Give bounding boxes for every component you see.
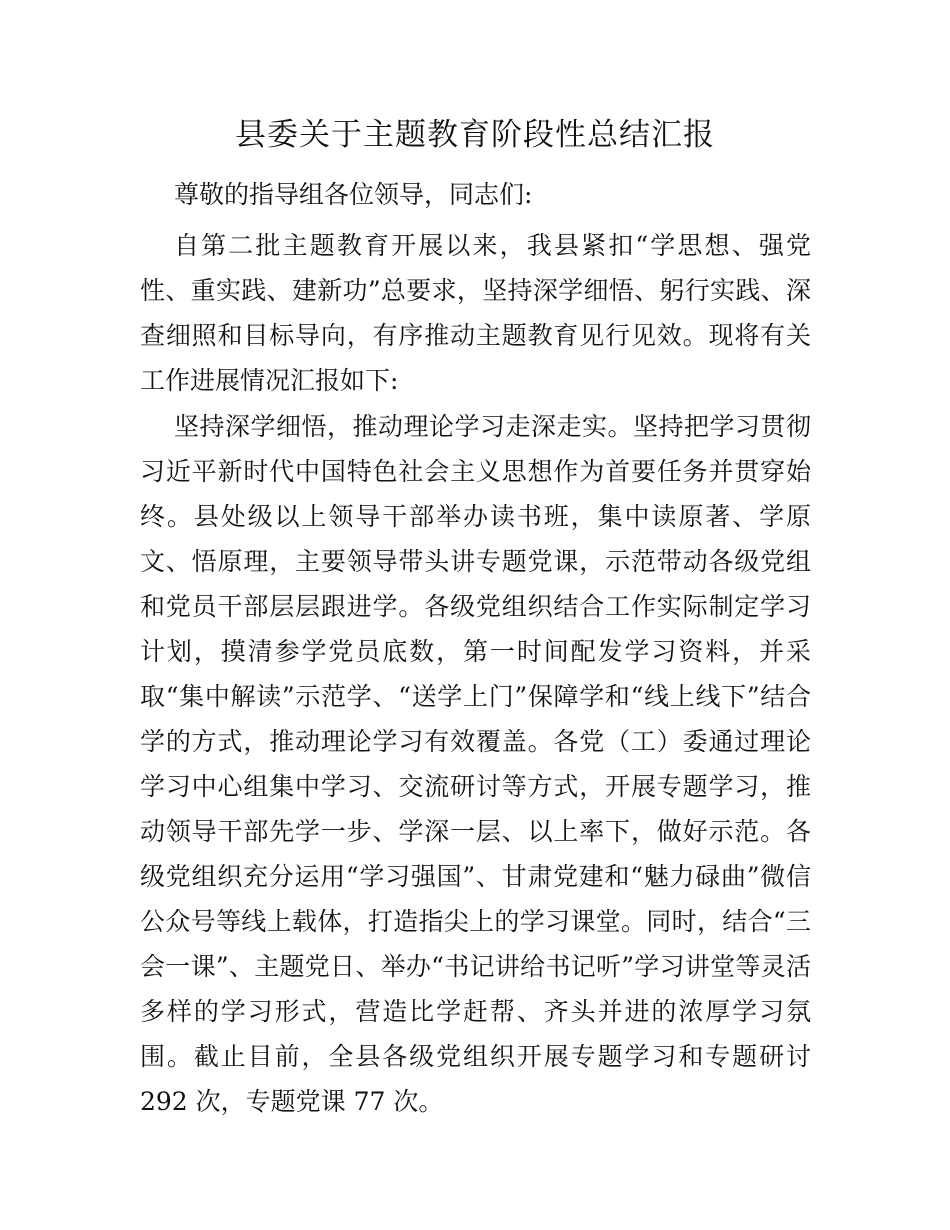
- paragraph-study: 坚持深学细悟，推动理论学习走深走实。坚持把学习贯彻习近平新时代中国特色社会主义思想作为首要任务并贯穿始终。县处级以上领导干部举办读书班，集中读原著、学原文、悟原理，主要领导带头讲专题党课，示范带动各级党组和党员干部层层跟进学。各级党组织结合工作实际制定学习计划，摸清参学党员底数，第一时间配发学习资料，并采取“集中解读”示范学、“送学上门”保障学和“线上线下”结合学的方式，推动理论学习有效覆盖。各党（工）委通过理论学习中心组集中学习、交流研讨等方式，开展专题学习，推动领导干部先学一步、学深一层、以上率下，做好示范。各级党组织充分运用“学习强国”、甘肃党建和“魅力碌曲”微信公众号等线上载体，打造指尖上的学习课堂。同时，结合“三会一课”、主题党日、举办“书记讲给书记听”学习讲堂等灵活多样的学习形式，营造比学赶帮、齐头并进的浓厚学习氛围。截止目前，全县各级党组织开展专题学习和专题研讨 292 次，专题党课 77 次。: [140, 412, 811, 1116]
- document-title: 县委关于主题教育阶段性总结汇报: [235, 117, 715, 153]
- paragraph-intro: 自第二批主题教育开展以来，我县紧扣“学思想、强党性、重实践、建新功”总要求，坚持深学细悟、躬行实践、深查细照和目标导向，有序推动主题教育见行见效。现将有关工作进展情况汇报如下:: [140, 231, 811, 395]
- salutation: 尊敬的指导组各位领导，同志们:: [174, 180, 533, 209]
